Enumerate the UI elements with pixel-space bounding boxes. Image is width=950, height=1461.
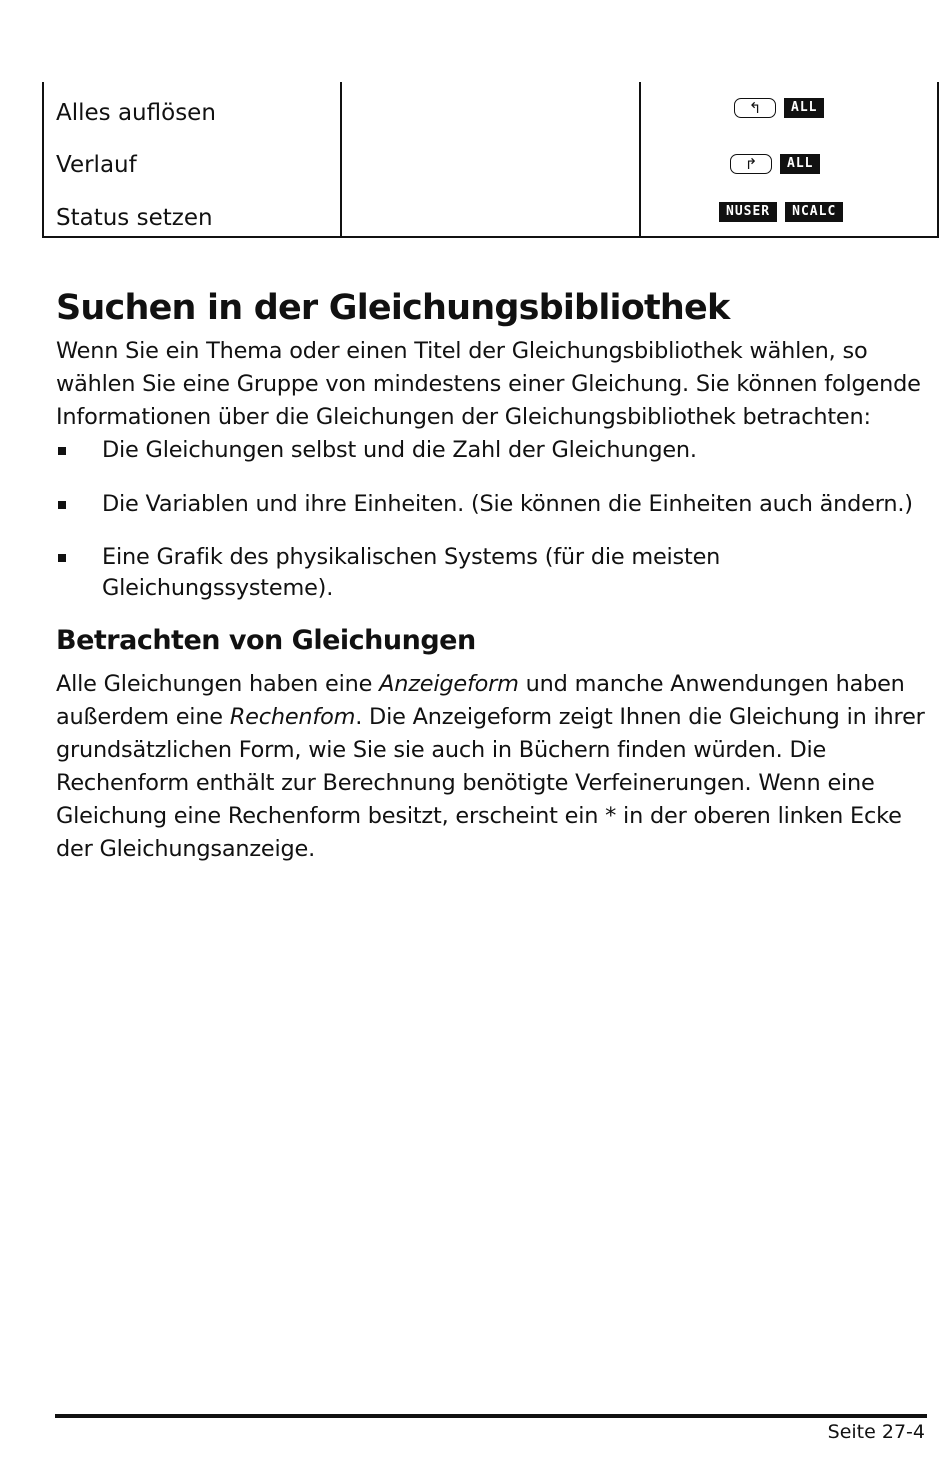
keystroke-sequence — [719, 202, 843, 222]
paragraph-line: Informationen über die Gleichungen der Gleichungsbibliothek betrachten: — [56, 404, 871, 430]
bullet-line: Die Gleichungen selbst und die Zahl der Gleichungen. — [102, 437, 697, 463]
keystroke-sequence — [734, 98, 824, 118]
body-paragraph — [56, 668, 931, 866]
table-border-right — [937, 82, 939, 238]
section-heading: Suchen in der Gleichungsbibliothek — [56, 288, 730, 328]
right-shift-key-icon: ↱ — [730, 154, 772, 174]
keystroke-sequence — [730, 154, 820, 174]
footer-rule — [55, 1414, 927, 1418]
bullet-marker — [58, 501, 66, 509]
key-table — [42, 82, 939, 238]
subsection-heading: Betrachten von Gleichungen — [56, 625, 476, 656]
paragraph-line: der Gleichungsanzeige. — [56, 836, 316, 862]
left-shift-key-icon: ↰ — [734, 98, 776, 118]
paragraph-line: grundsätzlichen Form, wie Sie sie auch in Büchern finden würden. Die — [56, 737, 827, 763]
paragraph-line — [56, 701, 931, 734]
bullet-item — [102, 435, 932, 466]
softkey-nuser: NUSER — [719, 202, 777, 222]
intro-paragraph — [56, 335, 931, 434]
term-emphasis: Rechenfom — [229, 704, 356, 730]
term-emphasis: Anzeigeform — [379, 671, 519, 697]
softkey-all: ALL — [780, 154, 820, 174]
paragraph-line — [56, 668, 931, 701]
paragraph-line: wählen Sie eine Gruppe von mindestens einer Gleichung. Sie können folgende — [56, 371, 921, 397]
table-row-label: Verlauf — [56, 152, 137, 178]
bullet-marker — [58, 447, 66, 455]
text-run: außerdem eine — [56, 704, 230, 730]
table-row-label: Alles auflösen — [56, 100, 216, 126]
table-divider-2 — [639, 82, 641, 238]
paragraph-line: Rechenform enthält zur Berechnung benötigte Verfeinerungen. Wenn eine — [56, 770, 875, 796]
bullet-line: Eine Grafik des physikalischen Systems (für die meisten — [102, 544, 721, 570]
table-bottom-rule — [42, 236, 939, 238]
table-divider-1 — [340, 82, 342, 238]
table-row-label: Status setzen — [56, 205, 213, 231]
bullet-line: Gleichungssysteme). — [102, 575, 334, 601]
bullet-marker — [58, 554, 66, 562]
bullet-line: Die Variablen und ihre Einheiten. (Sie können die Einheiten auch ändern.) — [102, 491, 913, 517]
text-run: und manche Anwendungen haben — [518, 671, 905, 697]
paragraph-line: Gleichung eine Rechenform besitzt, erscheint ein * in der oberen linken Ecke — [56, 803, 902, 829]
table-border-left — [42, 82, 44, 238]
text-run: . Die Anzeigeform zeigt Ihnen die Gleichung in ihrer — [355, 704, 925, 730]
paragraph-line: Wenn Sie ein Thema oder einen Titel der Gleichungsbibliothek wählen, so — [56, 338, 868, 364]
softkey-ncalc: NCALC — [785, 202, 843, 222]
text-run: Alle Gleichungen haben eine — [56, 671, 380, 697]
softkey-all: ALL — [784, 98, 824, 118]
bullet-item — [102, 489, 932, 520]
bullet-item — [102, 542, 932, 604]
page-number: Seite 27-4 — [827, 1421, 925, 1443]
